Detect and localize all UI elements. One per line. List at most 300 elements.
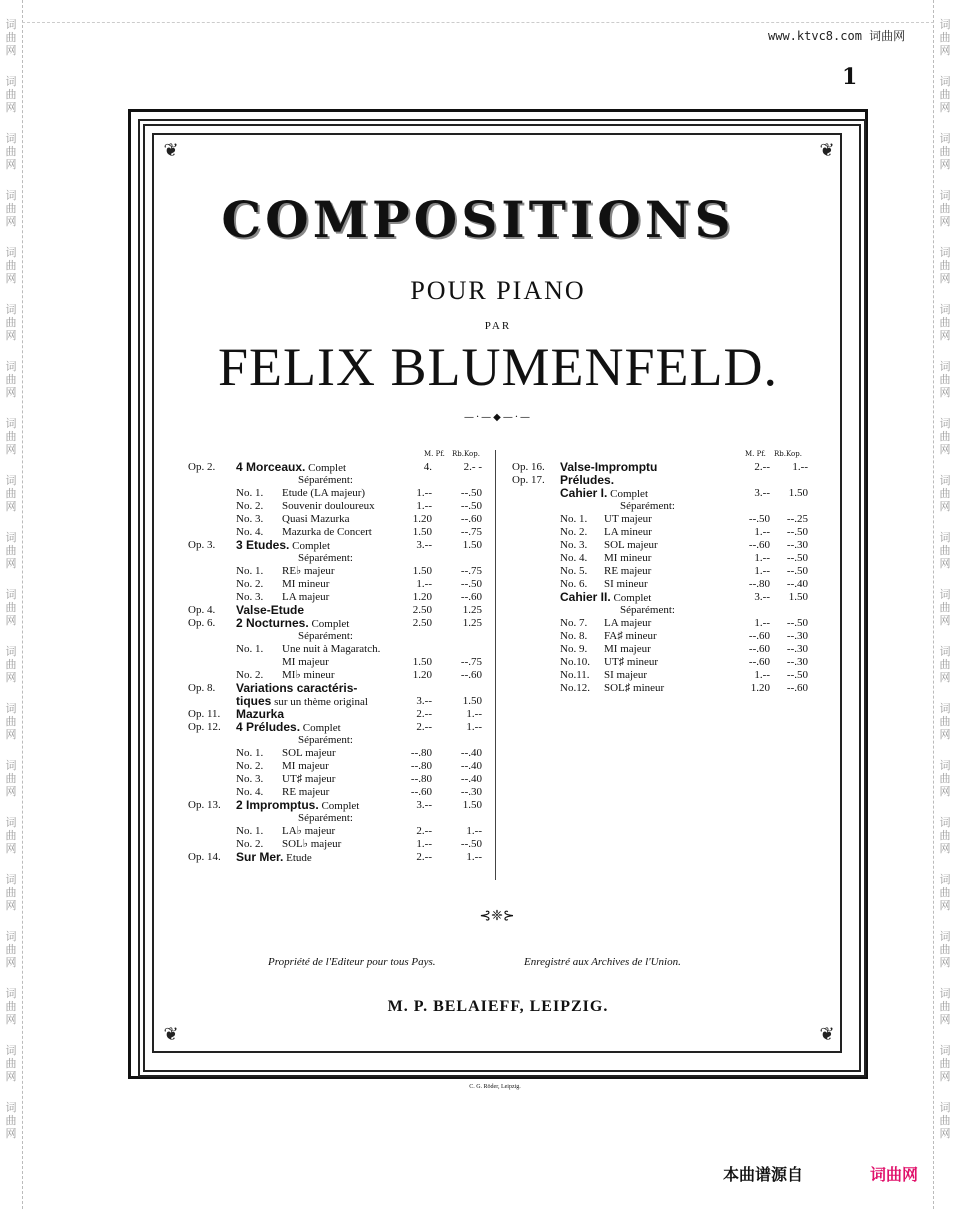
- piece-number: No. 2.: [560, 526, 588, 538]
- price-rubles: 1.50: [462, 799, 482, 811]
- price-marks: 1.--: [416, 838, 432, 850]
- catalogue-left-column: [188, 461, 488, 864]
- catalogue-row: [512, 669, 808, 682]
- price-marks: --.60: [748, 643, 770, 655]
- price-rubles: 1.50: [462, 539, 482, 551]
- side-watermark-mark: 词 曲 网: [939, 702, 951, 741]
- price-marks: --.60: [748, 630, 770, 642]
- side-watermark-mark: 词 曲 网: [939, 759, 951, 798]
- piece-title: RE majeur: [282, 786, 330, 798]
- catalogue-row: [188, 734, 488, 747]
- catalogue-row: [188, 708, 488, 721]
- price-marks: 2.--: [416, 721, 432, 733]
- price-rubles: 1.--: [466, 708, 482, 720]
- price-marks: 4.: [423, 461, 432, 473]
- price-rubles: 1.50: [788, 591, 808, 603]
- work-title: Valse-Etude: [236, 603, 305, 617]
- publisher: M. P. BELAIEFF, LEIPZIG.: [387, 998, 609, 1015]
- side-watermark-mark: 词 曲 网: [939, 189, 951, 228]
- price-rubles: --.30: [786, 643, 808, 655]
- piece-number: No. 1.: [560, 513, 588, 525]
- catalogue-row: [188, 773, 488, 786]
- catalogue-right-column: [512, 461, 808, 695]
- par-label: PAR: [484, 320, 512, 332]
- catalogue-row: [512, 682, 808, 695]
- price-rubles: --.75: [460, 656, 482, 668]
- separately-label: Séparément:: [298, 474, 353, 486]
- price-marks: --.80: [748, 578, 770, 590]
- price-rubles: --.50: [460, 487, 482, 499]
- price-header-rub: Rb.Kop.: [452, 450, 480, 458]
- work-title: Valse-Impromptu: [560, 460, 658, 474]
- catalogue-row: [188, 617, 488, 630]
- catalogue-row: [188, 825, 488, 838]
- price-marks: 1.50: [412, 565, 432, 577]
- side-watermark-mark: 词 曲 网: [939, 417, 951, 456]
- price-rubles: 2.- -: [463, 461, 482, 473]
- separately-label: Séparément:: [298, 552, 353, 564]
- piece-number: No. 2.: [236, 760, 264, 772]
- price-marks: 2.--: [416, 851, 432, 863]
- price-rubles: 1.--: [466, 825, 482, 837]
- price-rubles: --.40: [460, 773, 482, 785]
- piece-number: No. 2.: [236, 578, 264, 590]
- opus-number: Op. 3.: [188, 539, 216, 551]
- piece-title: [236, 721, 341, 735]
- price-marks: 2.--: [416, 825, 432, 837]
- piece-number: No. 2.: [236, 669, 264, 681]
- piece-title: LA♭ majeur: [282, 825, 336, 837]
- catalogue-row: [512, 461, 808, 474]
- piece-title: [560, 487, 648, 501]
- printer-credit: C. G. Röder, Leipzig.: [469, 1084, 521, 1090]
- work-extra: Complet: [289, 540, 330, 552]
- piece-title: MI♭ mineur: [282, 669, 335, 681]
- catalogue-row: [188, 838, 488, 851]
- right-watermark-strip: [933, 0, 956, 1209]
- catalogue-row: [188, 682, 488, 695]
- price-rubles: --.60: [786, 682, 808, 694]
- catalogue-row: [188, 721, 488, 734]
- price-marks: --.80: [410, 747, 432, 759]
- work-title: 4 Morceaux.: [236, 460, 306, 474]
- price-rubles: --.40: [460, 760, 482, 772]
- opus-number: Op. 8.: [188, 682, 216, 694]
- composer-name: FELIX BLUMENFELD.: [218, 337, 778, 397]
- side-watermark-mark: 词 曲 网: [5, 246, 17, 285]
- piece-number: No. 2.: [236, 500, 264, 512]
- price-rubles: 1.--: [792, 461, 808, 473]
- catalogue-row: [188, 526, 488, 539]
- piece-title: [236, 851, 312, 865]
- price-rubles: --.50: [786, 565, 808, 577]
- piece-title: UT♯ mineur: [604, 656, 659, 668]
- piece-title: Souvenir douloureux: [282, 500, 375, 512]
- work-extra: Complet: [610, 592, 652, 604]
- opus-number: Op. 13.: [188, 799, 221, 811]
- piece-title: MI mineur: [282, 578, 330, 590]
- title-divider: —·—◆—·—: [463, 412, 533, 423]
- side-watermark-mark: 词 曲 网: [939, 873, 951, 912]
- opus-number: Op. 16.: [512, 461, 545, 473]
- side-watermark-mark: 词 曲 网: [5, 873, 17, 912]
- corner-ornament-icon: ❦: [819, 140, 835, 161]
- side-watermark-mark: 词 曲 网: [939, 531, 951, 570]
- piece-title: RE majeur: [604, 565, 652, 577]
- work-extra: Complet: [318, 800, 360, 812]
- price-rubles: 1.50: [462, 695, 482, 707]
- price-marks: 1.--: [416, 487, 432, 499]
- catalogue-row: [188, 604, 488, 617]
- side-watermark-mark: 词 曲 网: [939, 360, 951, 399]
- price-marks: 2.50: [412, 617, 432, 629]
- catalogue-row: [512, 604, 808, 617]
- price-marks: 3.--: [416, 695, 432, 707]
- piece-number: No. 2.: [236, 838, 264, 850]
- price-rubles: 1.50: [788, 487, 808, 499]
- catalogue-row: [188, 760, 488, 773]
- catalogue-row: [512, 617, 808, 630]
- catalogue-row: [188, 643, 488, 656]
- registration-notice: Enregistré aux Archives de l'Union.: [524, 956, 681, 968]
- price-marks: 1.20: [412, 591, 432, 603]
- brand-link[interactable]: 词曲网: [870, 1165, 919, 1184]
- catalogue-row: [188, 786, 488, 799]
- piece-title: MI mineur: [604, 552, 652, 564]
- piece-title: LA mineur: [604, 526, 652, 538]
- piece-title: Quasi Mazurka: [282, 513, 350, 525]
- side-watermark-mark: 词 曲 网: [5, 360, 17, 399]
- separately-label: Séparément:: [298, 812, 353, 824]
- site-url-header[interactable]: [768, 27, 905, 44]
- piece-number: No. 1.: [236, 565, 264, 577]
- work-extra: Complet: [305, 462, 347, 474]
- side-watermark-mark: 词 曲 网: [939, 645, 951, 684]
- side-watermark-mark: 词 曲 网: [5, 816, 17, 855]
- catalogue-row: [512, 487, 808, 500]
- price-rubles: 1.--: [466, 851, 482, 863]
- price-marks: 1.--: [754, 552, 770, 564]
- piece-number: No. 1.: [236, 825, 264, 837]
- piece-number: No. 1.: [236, 487, 264, 499]
- side-watermark-mark: 词 曲 网: [939, 75, 951, 114]
- piece-number: No. 3.: [236, 591, 264, 603]
- piece-title: Mazurka de Concert: [282, 526, 372, 538]
- catalogue-row: [188, 461, 488, 474]
- price-rubles: --.60: [460, 669, 482, 681]
- price-marks: 1.50: [412, 526, 432, 538]
- catalogue-row: [188, 539, 488, 552]
- work-title: 2 Impromptus.: [236, 798, 319, 812]
- piece-title: [236, 461, 346, 475]
- work-title: Cahier I.: [560, 486, 608, 500]
- side-watermark-mark: 词 曲 网: [939, 1044, 951, 1083]
- opus-number: Op. 17.: [512, 474, 545, 486]
- price-rubles: --.60: [460, 513, 482, 525]
- corner-ornament-icon: ❦: [819, 1024, 835, 1045]
- catalogue-row: [512, 539, 808, 552]
- catalogue-row: [512, 500, 808, 513]
- piece-title: LA majeur: [282, 591, 330, 603]
- side-watermark-mark: 词 曲 网: [5, 417, 17, 456]
- piece-title: SOL majeur: [282, 747, 336, 759]
- price-rubles: 1.25: [462, 604, 482, 616]
- side-watermark-mark: 词 曲 网: [939, 816, 951, 855]
- side-watermark-mark: 词 曲 网: [5, 930, 17, 969]
- price-marks: 3.--: [754, 591, 770, 603]
- side-watermark-mark: 词 曲 网: [939, 1101, 951, 1140]
- catalogue-row: [512, 552, 808, 565]
- price-marks: 1.--: [754, 669, 770, 681]
- price-marks: 2.--: [754, 461, 770, 473]
- price-marks: --.60: [410, 786, 432, 798]
- opus-number: Op. 12.: [188, 721, 221, 733]
- side-watermark-mark: 词 曲 网: [5, 303, 17, 342]
- side-watermark-mark: 词 曲 网: [5, 759, 17, 798]
- piece-title: [560, 591, 651, 605]
- price-rubles: --.75: [460, 565, 482, 577]
- catalogue-row: [188, 799, 488, 812]
- separately-label: Séparément:: [298, 734, 353, 746]
- piece-title: SI mineur: [604, 578, 648, 590]
- piece-number: No. 1.: [236, 643, 264, 655]
- piece-number: No. 4.: [560, 552, 588, 564]
- piece-title: Une nuit à Magaratch.: [282, 643, 381, 655]
- work-title: 3 Etudes.: [236, 538, 290, 552]
- catalogue-row: [188, 812, 488, 825]
- price-header-rub: Rb.Kop.: [774, 450, 802, 458]
- left-watermark-strip: [0, 0, 23, 1209]
- price-rubles: --.50: [786, 617, 808, 629]
- price-marks: 3.--: [416, 539, 432, 551]
- price-rubles: 1.--: [466, 721, 482, 733]
- catalogue-row: [512, 630, 808, 643]
- price-rubles: --.30: [786, 656, 808, 668]
- catalogue-row: [512, 643, 808, 656]
- side-watermark-mark: 词 曲 网: [939, 474, 951, 513]
- separately-label: Séparément:: [620, 500, 675, 512]
- side-watermark-mark: 词 曲 网: [5, 1044, 17, 1083]
- opus-number: Op. 6.: [188, 617, 216, 629]
- work-extra: sur un thème original: [271, 696, 368, 708]
- price-rubles: --.50: [786, 669, 808, 681]
- piece-title: Etude (LA majeur): [282, 487, 366, 499]
- piece-number: No. 9.: [560, 643, 588, 655]
- side-watermark-mark: 词 曲 网: [5, 189, 17, 228]
- price-marks: 1.--: [416, 578, 432, 590]
- opus-number: Op. 14.: [188, 851, 221, 863]
- piece-number: No. 3.: [236, 513, 264, 525]
- price-marks: 1.--: [754, 565, 770, 577]
- site-name[interactable]: 词曲网: [869, 29, 906, 43]
- work-extra: Etude: [283, 852, 312, 864]
- price-marks: 1.--: [754, 617, 770, 629]
- catalogue-row: [512, 591, 808, 604]
- price-marks: --.60: [748, 539, 770, 551]
- price-marks: --.60: [748, 656, 770, 668]
- side-watermark-mark: 词 曲 网: [5, 531, 17, 570]
- piece-title: [236, 539, 330, 553]
- work-title: 4 Préludes.: [236, 720, 301, 734]
- piece-title: MI majeur: [604, 643, 651, 655]
- column-divider: [495, 450, 496, 880]
- piece-number: No. 8.: [560, 630, 588, 642]
- page-title: COMPOSITIONS: [221, 190, 735, 249]
- price-marks: --.50: [748, 513, 770, 525]
- price-rubles: --.50: [460, 500, 482, 512]
- top-dashed-line: [22, 22, 934, 23]
- piece-title: SOL♭ majeur: [282, 838, 342, 850]
- price-marks: 1.20: [412, 669, 432, 681]
- price-marks: 2.50: [412, 604, 432, 616]
- piece-number: No. 5.: [560, 565, 588, 577]
- piece-title: [236, 799, 359, 813]
- price-rubles: --.40: [786, 578, 808, 590]
- price-rubles: 1.25: [462, 617, 482, 629]
- side-watermark-mark: 词 曲 网: [939, 132, 951, 171]
- catalogue-row: [188, 552, 488, 565]
- price-marks: --.80: [410, 760, 432, 772]
- opus-number: Op. 4.: [188, 604, 216, 616]
- price-rubles: --.50: [786, 552, 808, 564]
- catalogue-row: [188, 851, 488, 864]
- price-rubles: --.25: [786, 513, 808, 525]
- price-rubles: --.50: [460, 838, 482, 850]
- price-rubles: --.30: [786, 630, 808, 642]
- piece-title: SOL majeur: [604, 539, 658, 551]
- side-watermark-mark: 词 曲 网: [5, 702, 17, 741]
- catalogue-row: [512, 578, 808, 591]
- catalogue-row: [188, 747, 488, 760]
- catalogue-row: [188, 565, 488, 578]
- side-watermark-mark: 词 曲 网: [5, 18, 17, 57]
- piece-number: No. 7.: [560, 617, 588, 629]
- side-watermark-mark: 词 曲 网: [5, 1101, 17, 1140]
- piece-number: No.11.: [560, 669, 590, 681]
- piece-title: LA majeur: [604, 617, 652, 629]
- side-watermark-mark: 词 曲 网: [5, 75, 17, 114]
- work-extra: Complet: [308, 618, 350, 630]
- property-notice: Propriété de l'Editeur pour tous Pays.: [268, 956, 436, 968]
- side-watermark-mark: 词 曲 网: [939, 18, 951, 57]
- price-marks: --.80: [410, 773, 432, 785]
- catalogue-row: [188, 487, 488, 500]
- corner-ornament-icon: ❦: [163, 140, 179, 161]
- side-watermark-mark: 词 曲 网: [939, 303, 951, 342]
- catalogue-row: [512, 656, 808, 669]
- side-watermark-mark: 词 曲 网: [5, 474, 17, 513]
- work-title: Sur Mer.: [236, 850, 284, 864]
- side-watermark-mark: 词 曲 网: [939, 588, 951, 627]
- catalogue-row: [188, 513, 488, 526]
- side-watermark-mark: 词 曲 网: [939, 246, 951, 285]
- catalogue-row: [188, 656, 488, 669]
- work-title: tiques: [236, 694, 272, 708]
- catalogue-row: [188, 474, 488, 487]
- catalogue-row: [512, 565, 808, 578]
- price-header-pf: M. Pf.: [745, 450, 766, 458]
- piece-title: [236, 617, 349, 631]
- work-extra: Complet: [300, 722, 341, 734]
- catalogue-row: [512, 513, 808, 526]
- work-title: Préludes.: [560, 473, 615, 487]
- plate-mark: 1: [842, 64, 858, 90]
- side-watermark-mark: 词 曲 网: [5, 588, 17, 627]
- work-title: 2 Nocturnes.: [236, 616, 309, 630]
- catalogue-row: [188, 500, 488, 513]
- piece-number: No. 6.: [560, 578, 588, 590]
- price-marks: 2.--: [416, 708, 432, 720]
- subtitle: POUR PIANO: [410, 276, 586, 305]
- price-rubles: --.60: [460, 591, 482, 603]
- piece-title: MI majeur: [282, 760, 329, 772]
- catalogue-row: [512, 526, 808, 539]
- price-header-pf: M. Pf.: [424, 450, 445, 458]
- work-extra: Complet: [607, 488, 648, 500]
- price-rubles: --.30: [460, 786, 482, 798]
- price-rubles: --.50: [460, 578, 482, 590]
- catalogue-row: [188, 630, 488, 643]
- piece-number: No. 4.: [236, 786, 264, 798]
- piece-number: No. 3.: [560, 539, 588, 551]
- corner-ornament-icon: ❦: [163, 1024, 179, 1045]
- piece-number: No. 1.: [236, 747, 264, 759]
- separately-label: Séparément:: [298, 630, 353, 642]
- catalogue-row: [188, 578, 488, 591]
- piece-number: No. 4.: [236, 526, 264, 538]
- separately-label: Séparément:: [620, 604, 675, 616]
- price-marks: 3.--: [416, 799, 432, 811]
- opus-number: Op. 11.: [188, 708, 221, 720]
- price-marks: 1.20: [750, 682, 770, 694]
- piece-title: UT♯ majeur: [282, 773, 336, 785]
- side-watermark-mark: 词 曲 网: [5, 987, 17, 1026]
- piece-title: FA♯ mineur: [604, 630, 657, 642]
- side-watermark-mark: 词 曲 网: [5, 132, 17, 171]
- piece-title: RE♭ majeur: [282, 565, 335, 577]
- piece-number: No. 3.: [236, 773, 264, 785]
- price-rubles: --.30: [786, 539, 808, 551]
- work-title: Mazurka: [236, 707, 285, 721]
- price-marks: 1.--: [416, 500, 432, 512]
- price-rubles: --.40: [460, 747, 482, 759]
- piece-number: No.12.: [560, 682, 590, 694]
- opus-number: Op. 2.: [188, 461, 216, 473]
- price-marks: 1.20: [412, 513, 432, 525]
- work-title: Variations caractéris-: [236, 681, 358, 695]
- side-watermark-mark: 词 曲 网: [939, 987, 951, 1026]
- price-rubles: --.50: [786, 526, 808, 538]
- catalogue-row: [512, 474, 808, 487]
- catalogue-row: [188, 591, 488, 604]
- catalogue-row: [188, 695, 488, 708]
- side-watermark-mark: 词 曲 网: [5, 645, 17, 684]
- price-marks: 3.--: [754, 487, 770, 499]
- side-watermark-mark: 词 曲 网: [939, 930, 951, 969]
- source-label: 本曲谱源自: [723, 1165, 804, 1184]
- piece-title: MI majeur: [282, 656, 329, 668]
- piece-title: SI majeur: [604, 669, 648, 681]
- piece-title: UT majeur: [604, 513, 652, 525]
- site-url[interactable]: www.ktvc8.com: [768, 29, 862, 43]
- piece-number: No.10.: [560, 656, 590, 668]
- price-rubles: --.75: [460, 526, 482, 538]
- piece-title: SOL♯ mineur: [604, 682, 665, 694]
- work-title: Cahier II.: [560, 590, 611, 604]
- price-marks: 1.--: [754, 526, 770, 538]
- flourish-ornament-icon: ⊰❈⊱: [479, 908, 515, 924]
- price-marks: 1.50: [412, 656, 432, 668]
